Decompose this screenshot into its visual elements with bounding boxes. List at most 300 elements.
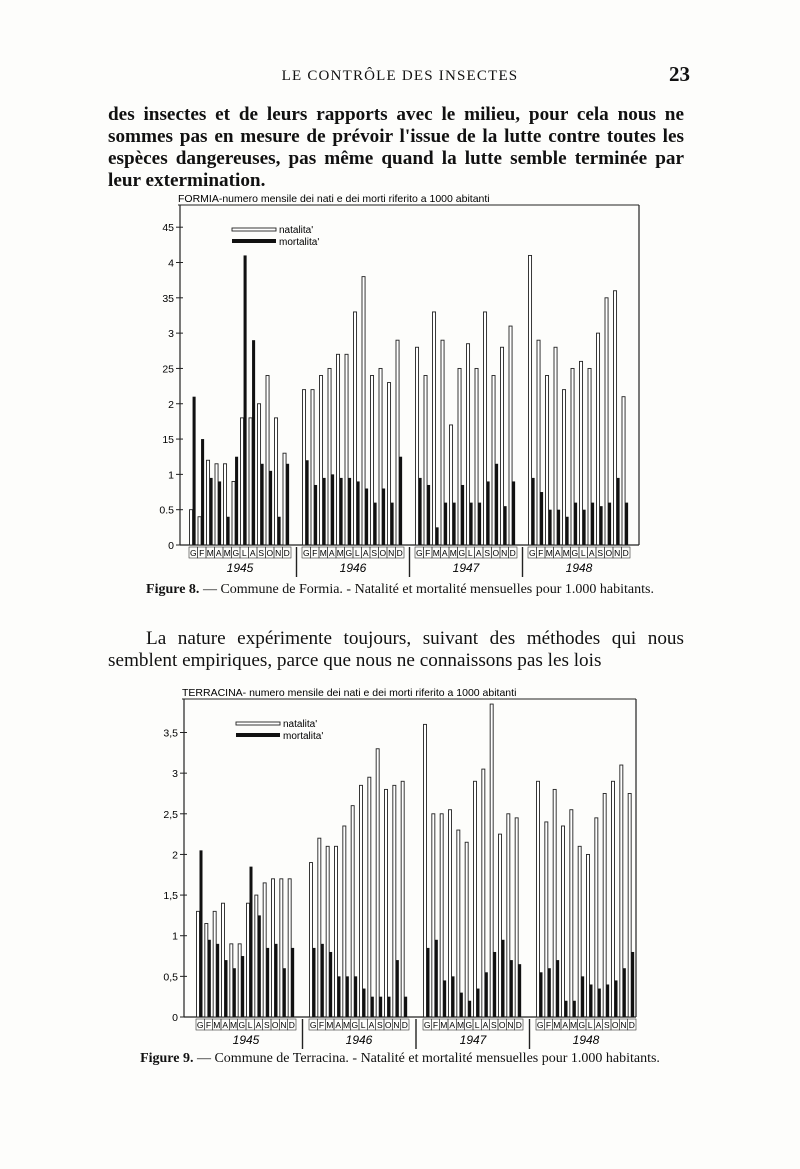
bar-natalita [310, 863, 313, 1017]
month-label: G [423, 1020, 431, 1030]
month-label: D [401, 1020, 408, 1030]
bar-natalita [213, 911, 216, 1017]
bar-mortalita [427, 485, 430, 545]
month-label: O [498, 1020, 506, 1030]
month-label: M [342, 1020, 351, 1030]
figure-9-text: — Commune de Terracina. - Natalité et mortalité mensuelles pour 1.000 habitants. [193, 1051, 660, 1066]
bar-mortalita [485, 972, 488, 1017]
bar-natalita [492, 376, 495, 546]
bar-natalita [288, 879, 291, 1017]
bar-natalita [351, 806, 354, 1017]
bar-mortalita [548, 968, 551, 1017]
body-paragraph-2: La nature expérimente toujours, suivant des méthodes qui nous semblent empiriques, parce que nous ne connaissons pas les lois [108, 628, 684, 671]
month-label: S [376, 1020, 383, 1030]
bar-mortalita [477, 989, 480, 1017]
bar-natalita [563, 390, 566, 545]
legend-label-natalita: natalita' [279, 225, 314, 236]
month-label: N [393, 1020, 400, 1030]
bar-natalita [224, 464, 227, 545]
bar-mortalita [532, 478, 535, 545]
bar-mortalita [540, 492, 543, 545]
bar-mortalita [540, 972, 543, 1017]
month-label: G [302, 548, 310, 558]
month-label: A [449, 1020, 456, 1030]
bar-mortalita [623, 968, 626, 1017]
month-label: M [440, 1020, 448, 1030]
month-label: N [280, 1020, 287, 1030]
year-label: 1947 [459, 1033, 487, 1047]
bar-mortalita [283, 968, 286, 1017]
month-label: O [379, 548, 387, 558]
bar-mortalita [233, 968, 236, 1017]
month-label: L [474, 1020, 480, 1030]
bar-mortalita [427, 948, 430, 1017]
month-label: A [588, 548, 595, 558]
bar-natalita [320, 376, 323, 546]
bar-mortalita [225, 960, 228, 1017]
y-tick-label: 0 [172, 1012, 178, 1024]
month-label: L [354, 548, 360, 558]
figure-9-label: Figure 9. [140, 1051, 194, 1066]
bar-natalita [571, 368, 574, 545]
month-label: M [223, 548, 231, 558]
year-label: 1945 [226, 561, 254, 575]
bar-mortalita [591, 503, 594, 545]
legend-swatch-natalita [236, 722, 280, 725]
y-tick-label: 4 [168, 257, 174, 270]
bar-mortalita [557, 510, 560, 545]
month-label: F [318, 1020, 325, 1030]
bar-mortalita [346, 976, 349, 1017]
month-label: M [456, 1020, 465, 1030]
y-tick-label: 1 [168, 469, 174, 482]
bar-natalita [326, 846, 329, 1017]
bar-natalita [450, 425, 453, 545]
bar-mortalita [625, 503, 628, 545]
month-label: A [482, 1020, 489, 1030]
bar-mortalita [453, 503, 456, 545]
bar-natalita [578, 846, 581, 1017]
month-label: G [189, 548, 197, 558]
bar-mortalita [374, 503, 377, 545]
bar-natalita [545, 822, 548, 1017]
figure-9-caption [120, 1051, 680, 1067]
bar-mortalita [354, 976, 357, 1017]
month-label: A [595, 1020, 602, 1030]
bar-natalita [354, 312, 357, 545]
bar-natalita [376, 749, 379, 1017]
bar-natalita [490, 704, 493, 1017]
figure-8-text: — Commune de Formia. - Natalité et mortalité mensuelles pour 1.000 habitants. [199, 582, 654, 597]
bar-natalita [628, 793, 631, 1017]
bar-mortalita [357, 481, 360, 545]
page-number: 23 [669, 62, 690, 86]
bar-mortalita [419, 478, 422, 545]
bar-mortalita [291, 948, 294, 1017]
bar-natalita [597, 333, 600, 545]
month-label: G [309, 1020, 317, 1030]
month-label: M [206, 548, 214, 558]
month-label: O [266, 548, 274, 558]
bar-natalita [546, 376, 549, 546]
bar-natalita [249, 418, 252, 545]
bar-mortalita [313, 948, 316, 1017]
bar-mortalita [365, 489, 368, 546]
bar-natalita [553, 789, 556, 1017]
month-label: F [205, 1020, 212, 1030]
bar-mortalita [435, 940, 438, 1017]
bar-natalita [241, 418, 244, 545]
month-label: N [275, 548, 282, 558]
month-label: G [578, 1020, 586, 1030]
month-label: M [562, 548, 570, 558]
bar-mortalita [487, 481, 490, 545]
bar-natalita [457, 830, 460, 1017]
bar-mortalita [468, 1001, 471, 1017]
y-tick-label: 35 [162, 292, 174, 305]
bar-mortalita [565, 1001, 568, 1017]
bar-mortalita [443, 980, 446, 1017]
bar-natalita [190, 510, 193, 545]
y-tick-label: 0 [168, 540, 174, 552]
bar-natalita [465, 842, 468, 1017]
bar-natalita [509, 326, 512, 545]
bar-mortalita [600, 506, 603, 545]
bar-mortalita [348, 478, 351, 545]
month-label: G [415, 548, 423, 558]
bar-natalita [507, 814, 510, 1017]
month-label: G [196, 1020, 204, 1030]
month-label: G [528, 548, 536, 558]
bar-natalita [474, 781, 477, 1017]
legend-label-mortalita: mortalita' [283, 731, 324, 742]
year-label: 1946 [339, 561, 367, 575]
month-label: A [362, 548, 369, 558]
bar-natalita [554, 347, 557, 545]
bar-natalita [222, 903, 225, 1017]
bar-natalita [416, 347, 419, 545]
figure-8-caption [120, 582, 680, 598]
bar-natalita [311, 390, 314, 545]
bar-natalita [303, 390, 306, 545]
bar-mortalita [235, 457, 238, 545]
bar-mortalita [391, 503, 394, 545]
bar-natalita [424, 376, 427, 546]
month-label: S [371, 548, 378, 558]
bar-natalita [280, 879, 283, 1017]
bar-mortalita [518, 964, 521, 1017]
chart-title: TERRACINA- numero mensile dei nati e dei morti riferito a 1000 abitanti [182, 687, 517, 699]
bar-mortalita [244, 255, 247, 545]
year-label: 1946 [345, 1033, 373, 1047]
month-label: A [215, 548, 222, 558]
bar-natalita [501, 347, 504, 545]
bar-mortalita [583, 510, 586, 545]
month-label: G [536, 1020, 544, 1030]
month-label: N [620, 1020, 627, 1030]
bar-mortalita [208, 940, 211, 1017]
month-label: S [597, 548, 604, 558]
bar-natalita [266, 376, 269, 546]
bar-natalita [580, 361, 583, 545]
month-label: A [368, 1020, 375, 1030]
bar-natalita [343, 826, 346, 1017]
bar-natalita [393, 785, 396, 1017]
y-tick-label: 25 [162, 363, 174, 376]
month-label: A [255, 1020, 262, 1030]
bar-mortalita [606, 984, 609, 1017]
bar-mortalita [617, 478, 620, 545]
bar-mortalita [382, 489, 385, 546]
bar-mortalita [461, 485, 464, 545]
bar-mortalita [252, 340, 255, 545]
year-label: 1948 [572, 1033, 600, 1047]
running-head: LE CONTRÔLE DES INSECTES [281, 68, 519, 84]
bar-mortalita [444, 503, 447, 545]
month-label: O [492, 548, 500, 558]
month-label: A [335, 1020, 342, 1030]
bar-natalita [238, 944, 241, 1017]
bar-mortalita [460, 993, 463, 1017]
bar-mortalita [218, 481, 221, 545]
bar-mortalita [436, 527, 439, 545]
month-label: F [545, 1020, 552, 1030]
y-tick-label: 45 [162, 222, 174, 235]
year-label: 1948 [565, 561, 593, 575]
bar-natalita [588, 368, 591, 545]
bar-natalita [362, 277, 365, 545]
bar-mortalita [470, 503, 473, 545]
month-label: D [515, 1020, 522, 1030]
month-label: L [467, 548, 473, 558]
bar-mortalita [363, 989, 366, 1017]
bar-mortalita [266, 948, 269, 1017]
bar-natalita [467, 344, 470, 545]
bar-mortalita [478, 503, 481, 545]
bar-natalita [283, 453, 286, 545]
bar-natalita [603, 793, 606, 1017]
bar-natalita [258, 404, 261, 545]
bar-natalita [449, 810, 452, 1017]
month-label: O [605, 548, 613, 558]
bar-mortalita [379, 997, 382, 1017]
bar-natalita [458, 368, 461, 545]
bar-mortalita [574, 503, 577, 545]
bar-mortalita [227, 517, 230, 545]
bar-natalita [396, 340, 399, 545]
bar-natalita [537, 781, 540, 1017]
bar-natalita [368, 777, 371, 1017]
bar-natalita [482, 769, 485, 1017]
bar-mortalita [331, 474, 334, 545]
month-label: G [458, 548, 466, 558]
month-label: A [554, 548, 561, 558]
bar-natalita [424, 724, 427, 1017]
year-label: 1945 [232, 1033, 260, 1047]
bar-mortalita [306, 460, 309, 545]
month-label: M [213, 1020, 221, 1030]
bar-mortalita [286, 464, 289, 545]
bar-natalita [529, 255, 532, 545]
month-label: M [336, 548, 344, 558]
bar-mortalita [502, 940, 505, 1017]
bar-mortalita [261, 464, 264, 545]
bar-mortalita [201, 439, 204, 545]
month-label: L [587, 1020, 593, 1030]
month-label: S [490, 1020, 497, 1030]
month-label: N [501, 548, 508, 558]
month-label: M [569, 1020, 578, 1030]
bar-mortalita [510, 960, 513, 1017]
bar-mortalita [581, 976, 584, 1017]
bar-natalita [570, 810, 573, 1017]
bar-natalita [432, 814, 435, 1017]
bar-natalita [232, 481, 235, 545]
y-tick-label: 1,5 [163, 890, 178, 903]
bar-natalita [537, 340, 540, 545]
month-label: S [603, 1020, 610, 1030]
bar-mortalita [241, 956, 244, 1017]
bar-mortalita [200, 850, 203, 1017]
bar-natalita [275, 418, 278, 545]
bar-natalita [335, 846, 338, 1017]
bar-natalita [247, 903, 250, 1017]
bar-natalita [433, 312, 436, 545]
bar-natalita [612, 781, 615, 1017]
bar-mortalita [452, 976, 455, 1017]
bar-mortalita [493, 952, 496, 1017]
bar-mortalita [371, 997, 374, 1017]
bar-natalita [440, 814, 443, 1017]
bar-natalita [515, 818, 518, 1017]
bar-mortalita [338, 976, 341, 1017]
bar-natalita [198, 517, 201, 545]
bar-natalita [205, 924, 208, 1017]
bar-mortalita [608, 503, 611, 545]
month-label: M [449, 548, 457, 558]
bar-mortalita [321, 944, 324, 1017]
legend-label-natalita: natalita' [283, 719, 318, 730]
month-label: O [384, 1020, 392, 1030]
bar-mortalita [631, 952, 634, 1017]
bar-natalita [385, 789, 388, 1017]
y-tick-label: 15 [162, 434, 174, 447]
month-label: A [562, 1020, 569, 1030]
y-tick-label: 2 [168, 398, 174, 411]
chart-title: FORMIA-numero mensile dei nati e dei morti riferito a 1000 abitanti [178, 193, 490, 205]
bar-mortalita [549, 510, 552, 545]
bar-natalita [318, 838, 321, 1017]
bar-mortalita [388, 997, 391, 1017]
bar-natalita [345, 354, 348, 545]
month-label: M [553, 1020, 561, 1030]
legend-swatch-mortalita [236, 733, 280, 737]
bar-natalita [388, 383, 391, 545]
bar-natalita [475, 368, 478, 545]
bar-natalita [337, 354, 340, 545]
month-label: N [614, 548, 621, 558]
month-label: L [580, 548, 586, 558]
month-label: G [232, 548, 240, 558]
month-label: A [475, 548, 482, 558]
month-label: G [351, 1020, 359, 1030]
y-tick-label: 0.5 [159, 504, 174, 517]
bar-natalita [605, 298, 608, 545]
bar-natalita [215, 464, 218, 545]
month-label: G [345, 548, 353, 558]
bar-mortalita [193, 397, 196, 545]
month-label: N [507, 1020, 514, 1030]
bar-mortalita [210, 478, 213, 545]
body-paragraph-1: des insectes et de leurs rapports avec le milieu, pour cela nous ne sommes pas en mesure de prévoir l'issue de la lutte contre toutes les espèces dangereuses, pas même quand la lutte semble terminée par leur extermination. [108, 104, 684, 191]
month-label: F [538, 548, 544, 558]
month-label: N [388, 548, 395, 558]
chart-group [159, 193, 639, 577]
bar-mortalita [340, 478, 343, 545]
month-label: G [571, 548, 579, 558]
month-label: G [465, 1020, 473, 1030]
month-label: A [249, 548, 256, 558]
month-label: O [611, 1020, 619, 1030]
month-label: A [328, 548, 335, 558]
chart-group [163, 687, 636, 1049]
bar-mortalita [329, 952, 332, 1017]
bar-natalita [499, 834, 502, 1017]
month-label: L [241, 548, 247, 558]
y-tick-label: 3 [168, 328, 174, 341]
bar-natalita [230, 944, 233, 1017]
legend-swatch-mortalita [232, 239, 276, 243]
bar-mortalita [269, 471, 272, 545]
month-label: S [484, 548, 491, 558]
bar-natalita [562, 826, 565, 1017]
bar-mortalita [590, 984, 593, 1017]
bar-natalita [614, 291, 617, 545]
month-label: F [199, 548, 205, 558]
month-label: O [271, 1020, 279, 1030]
month-label: L [360, 1020, 366, 1030]
bar-mortalita [556, 960, 559, 1017]
month-label: G [238, 1020, 246, 1030]
bar-natalita [255, 895, 258, 1017]
month-label: D [396, 548, 403, 558]
bar-mortalita [396, 960, 399, 1017]
bar-natalita [379, 368, 382, 545]
bar-natalita [207, 460, 210, 545]
bar-mortalita [512, 481, 515, 545]
month-label: F [312, 548, 318, 558]
bar-mortalita [404, 997, 407, 1017]
y-tick-label: 3,5 [163, 727, 178, 740]
y-tick-label: 3 [172, 768, 178, 781]
month-label: M [432, 548, 440, 558]
y-tick-label: 2,5 [163, 808, 178, 821]
month-label: D [628, 1020, 635, 1030]
month-label: A [222, 1020, 229, 1030]
figure-8-label: Figure 8. [146, 582, 200, 597]
bar-mortalita [573, 1001, 576, 1017]
month-label: D [283, 548, 290, 558]
y-tick-label: 2 [172, 849, 178, 862]
month-label: M [319, 548, 327, 558]
bar-mortalita [216, 944, 219, 1017]
month-label: S [263, 1020, 270, 1030]
bar-mortalita [275, 944, 278, 1017]
month-label: S [258, 548, 265, 558]
bar-natalita [484, 312, 487, 545]
legend-swatch-natalita [232, 228, 276, 231]
bar-natalita [441, 340, 444, 545]
